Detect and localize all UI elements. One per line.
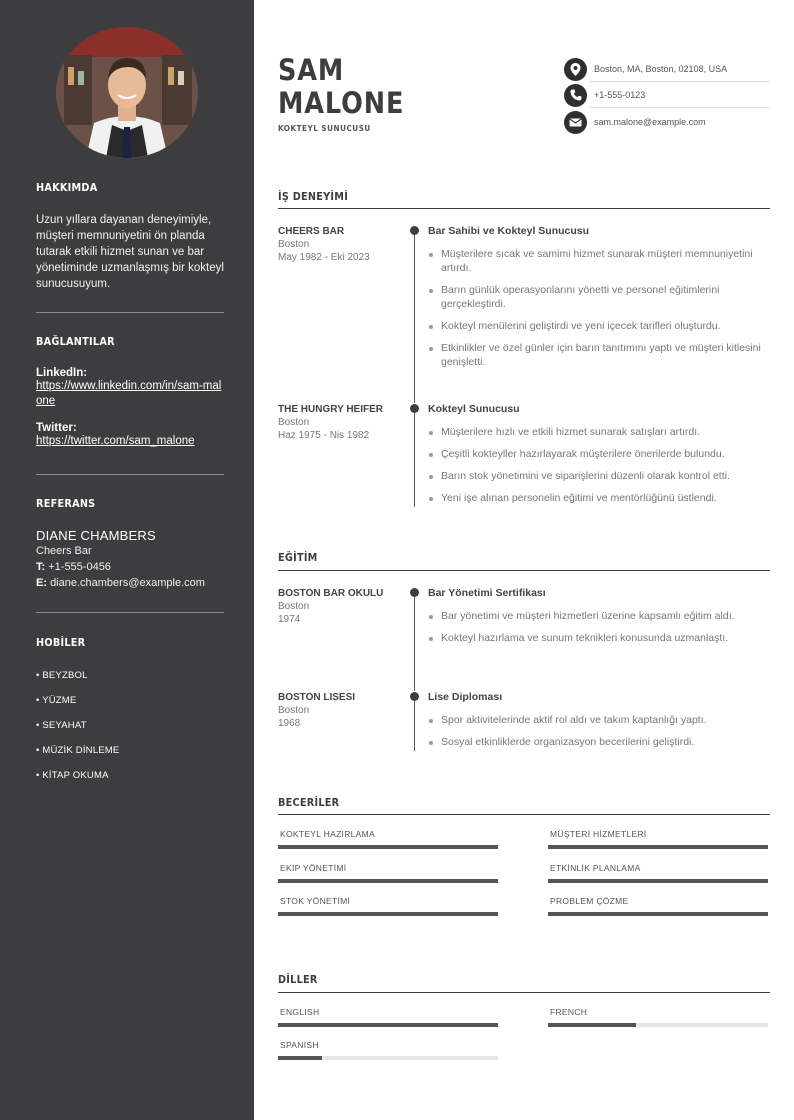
language-bar (278, 1040, 498, 1060)
school-name: BOSTON LISESI (278, 692, 356, 703)
profile-photo (56, 27, 198, 158)
skill-fill (548, 912, 768, 916)
school-location: Boston (278, 601, 310, 612)
skill-track (548, 845, 768, 849)
employer-location: Boston (278, 239, 310, 250)
divider (36, 474, 224, 475)
skill-track (278, 879, 498, 883)
education-entry (278, 587, 770, 685)
hobbies-title: HOBİLER (36, 636, 86, 649)
employer-location: Boston (278, 417, 310, 428)
experience-title: İŞ DENEYİMİ (278, 190, 349, 203)
divider (589, 107, 769, 108)
contact-email (564, 109, 769, 135)
about-text: Uzun yıllara dayanan deneyimiyle, müşteri memnuniyetini ön planda tutarak etkili hizmet sunan ve bar yönetiminde uzmanlaşmış bir kokteyl sunucusuyum. (36, 214, 224, 290)
degree-title: Bar Yönetimi Sertifikası (428, 587, 546, 599)
timeline-dot (410, 692, 419, 701)
languages-title: DİLLER (278, 973, 318, 986)
phone-text: +1-555-0123 (594, 90, 646, 100)
hobby-item: • MÜZİK DİNLEME (36, 745, 120, 756)
role-title: Bar Sahibi ve Kokteyl Sunucusu (428, 225, 590, 237)
role-title: Kokteyl Sunucusu (428, 403, 520, 415)
language-track (548, 1023, 768, 1027)
employment-dates: Haz 1975 - Nis 1982 (278, 430, 370, 441)
language-label: ENGLISH (280, 1007, 320, 1017)
language-bar (278, 1007, 498, 1027)
links-title: BAĞLANTILAR (36, 335, 115, 348)
timeline-line (414, 593, 415, 691)
language-track (278, 1056, 498, 1060)
section-rule (278, 992, 770, 993)
timeline-dot (410, 404, 419, 413)
timeline-line (414, 231, 415, 403)
contact-phone (564, 82, 769, 108)
language-label: SPANISH (280, 1040, 319, 1050)
education-date: 1968 (278, 718, 301, 729)
duty-item: Barın stok yönetimini ve siparişlerini düzenli olarak kontrol etti. (428, 469, 770, 483)
employer-name: CHEERS BAR (278, 226, 345, 237)
hobby-item: • SEYAHAT (36, 720, 87, 731)
hobby-item: • KİTAP OKUMA (36, 770, 109, 781)
duty-list (428, 425, 770, 505)
links-section (36, 335, 224, 449)
skill-track (278, 845, 498, 849)
education-date: 1974 (278, 614, 301, 625)
reference-phone: T: +1-555-0456 (36, 561, 111, 573)
duty-item: Müşterilere sıcak ve samimi hizmet sunarak müşteri memnuniyetini artırdı. (428, 247, 770, 275)
skill-label: PROBLEM ÇÖZME (550, 896, 629, 906)
duty-item: Çeşitli kokteyller hazırlayarak müşterilere önerilerde bulundu. (428, 447, 770, 461)
sidebar (0, 0, 254, 1120)
skill-bar (278, 829, 498, 849)
skill-label: STOK YÖNETİMİ (280, 896, 351, 906)
education-list (428, 609, 770, 645)
duty-item: Müşterilere hızlı ve etkili hizmet sunarak satışları artırdı. (428, 425, 770, 439)
reference-title: REFERANS (36, 497, 96, 510)
hobbies-section (36, 636, 224, 794)
education-item: Kokteyl hazırlama ve sunum teknikleri konusunda uzmanlaştı. (428, 631, 770, 645)
section-rule (278, 208, 770, 209)
duty-item: Barın günlük operasyonlarını yönetti ve personel eğitimlerini gerçekleştirdi. (428, 283, 770, 311)
reference-company: Cheers Bar (36, 545, 92, 557)
skill-fill (548, 879, 768, 883)
divider (36, 612, 224, 613)
linkedin-link[interactable]: https://www.linkedin.com/in/sam-malone (36, 380, 222, 407)
employment-dates: May 1982 - Eki 2023 (278, 252, 370, 263)
contact-address (564, 56, 769, 82)
skill-fill (278, 879, 498, 883)
skill-label: EKİP YÖNETİMİ (280, 863, 347, 873)
education-item: Bar yönetimi ve müşteri hizmetleri üzerine kapsamlı eğitim aldı. (428, 609, 770, 623)
employer-name: THE HUNGRY HEIFER (278, 404, 384, 415)
timeline-dot (410, 588, 419, 597)
education-item: Sosyal etkinliklerde organizasyon becerilerini geliştirdi. (428, 735, 770, 749)
education-item: Spor aktivitelerinde aktif rol aldı ve takım kaptanlığı yaptı. (428, 713, 770, 727)
skill-bar (278, 863, 498, 883)
reference-section (36, 497, 224, 591)
duty-item: Yeni işe alınan personelin eğitimi ve mentörlüğünü üstlendi. (428, 491, 770, 505)
location-pin-icon (564, 58, 587, 81)
reference-name: DIANE CHAMBERS (36, 528, 156, 543)
job-title: KOKTEYL SUNUCUSU (278, 124, 371, 133)
skill-fill (278, 912, 498, 916)
education-entry (278, 691, 770, 751)
language-label: FRENCH (550, 1007, 588, 1017)
candidate-name: SAM MALONE (278, 53, 405, 120)
reference-email: E: diane.chambers@example.com (36, 577, 205, 589)
education-list (428, 713, 770, 749)
skill-track (548, 912, 768, 916)
timeline-line (414, 409, 415, 507)
education-title: EĞİTİM (278, 551, 318, 564)
envelope-icon (564, 111, 587, 134)
section-rule (278, 814, 770, 815)
skill-track (548, 879, 768, 883)
language-fill (548, 1023, 636, 1027)
about-section (36, 181, 224, 292)
phone-icon (564, 84, 587, 107)
twitter-label: Twitter: (36, 422, 77, 434)
twitter-link[interactable]: https://twitter.com/sam_malone (36, 435, 195, 447)
timeline-line (414, 697, 415, 751)
timeline-dot (410, 226, 419, 235)
email-link[interactable]: sam.malone@example.com (594, 117, 706, 127)
skill-label: MÜŞTERİ HİZMETLERİ (550, 829, 647, 839)
skill-track (278, 912, 498, 916)
skill-bar (278, 896, 498, 916)
skill-bar (548, 896, 768, 916)
about-title: HAKKIMDA (36, 181, 98, 194)
section-rule (278, 570, 770, 571)
hobby-item: • BEYZBOL (36, 670, 88, 681)
skill-label: ETKİNLİK PLANLAMA (550, 863, 641, 873)
address-text: Boston, MA, Boston, 02108, USA (594, 64, 728, 74)
experience-entry (278, 403, 770, 507)
divider (36, 312, 224, 313)
experience-entry (278, 225, 770, 397)
duty-item: Kokteyl menülerini geliştirdi ve yeni içecek tarifleri oluşturdu. (428, 319, 770, 333)
skills-title: BECERİLER (278, 796, 340, 809)
school-location: Boston (278, 705, 310, 716)
language-track (278, 1023, 498, 1027)
skill-bar (548, 863, 768, 883)
duty-item: Etkinlikler ve özel günler için barın tanıtımını yaptı ve müşteri kitlesini genişletti. (428, 341, 770, 369)
duty-list (428, 247, 770, 369)
language-fill (278, 1023, 498, 1027)
degree-title: Lise Diploması (428, 691, 503, 703)
linkedin-label: LinkedIn: (36, 367, 88, 379)
skill-fill (278, 845, 498, 849)
skill-fill (548, 845, 768, 849)
skill-label: KOKTEYL HAZIRLAMA (280, 829, 376, 839)
skill-bar (548, 829, 768, 849)
language-fill (278, 1056, 322, 1060)
school-name: BOSTON BAR OKULU (278, 588, 384, 599)
language-bar (548, 1007, 768, 1027)
hobby-item: • YÜZME (36, 695, 77, 706)
